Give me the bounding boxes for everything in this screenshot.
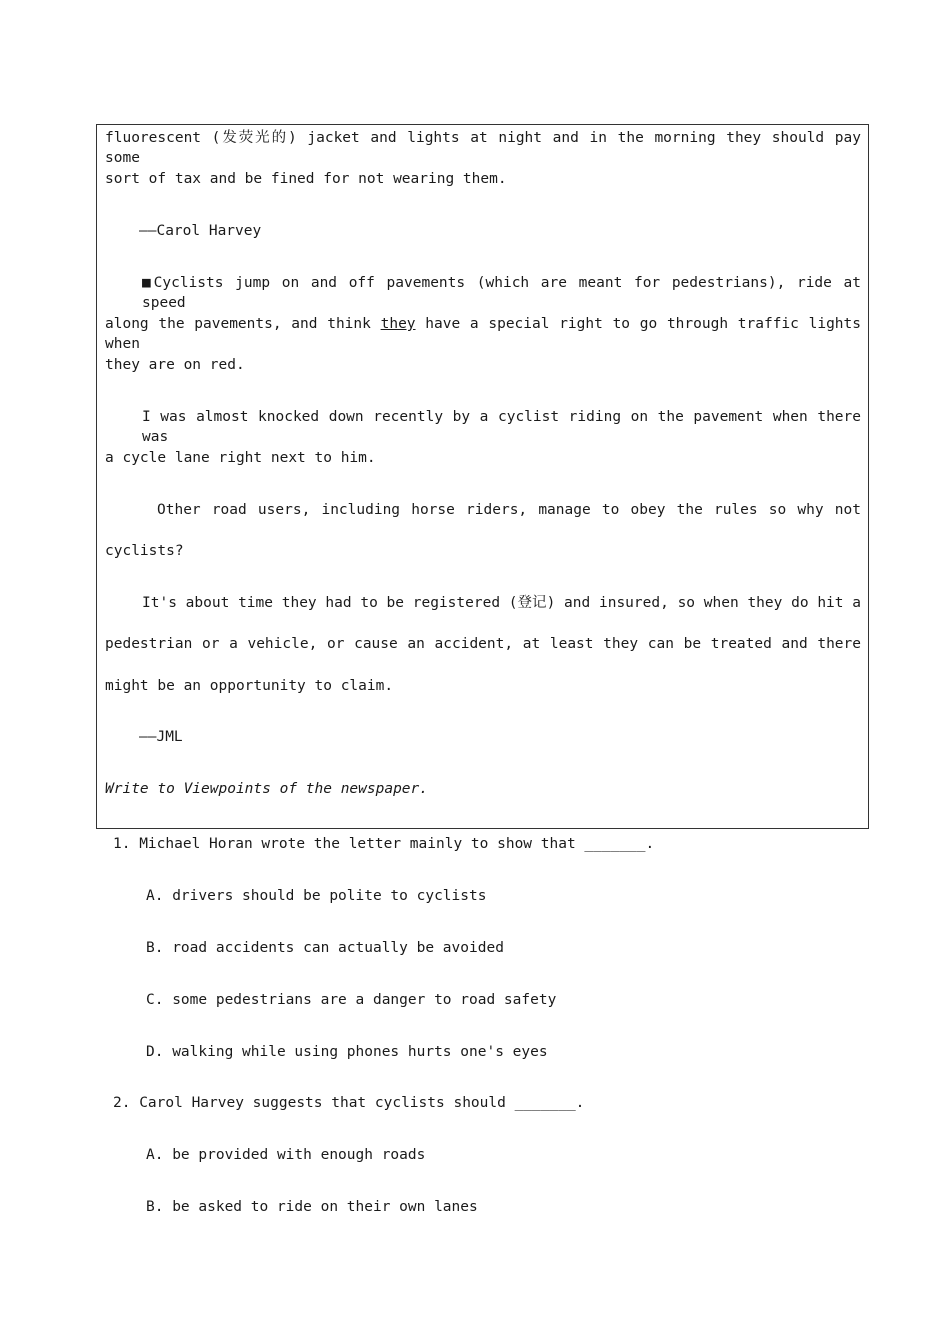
passage-p2-line3: they are on red. — [105, 357, 245, 373]
passage-p4-line2: cyclists? — [105, 543, 184, 559]
passage-footer: Write to Viewpoints of the newspaper. — [105, 781, 429, 797]
passage-p3-line2: a cycle lane right next to him. — [105, 450, 376, 466]
passage-p2-line2-b: have a special right to go through traffic lights when — [105, 316, 861, 352]
passage-p5-line1: It's about time they had to be registered (登记) and insured, so when they do hit a — [142, 595, 861, 611]
passage-p2-line2 — [105, 314, 861, 354]
question-1-stem: 1. Michael Horan wrote the letter mainly to show that _______. — [113, 836, 655, 852]
question-1-option-d: D. walking while using phones hurts one's eyes — [146, 1044, 548, 1060]
passage-p1-line1: fluorescent (发荧光的) jacket and lights at night and in the morning they should pay some — [105, 130, 861, 166]
question-1-option-b: B. road accidents can actually be avoided — [146, 940, 504, 956]
passage-p2-underlined-word: they — [380, 316, 416, 332]
passage-p2-line1: ■Cyclists jump on and off pavements (which are meant for pedestrians), ride at speed — [142, 275, 861, 311]
passage-p5-line3: might be an opportunity to claim. — [105, 678, 394, 694]
passage-p1-line2: sort of tax and be fined for not wearing them. — [105, 171, 507, 187]
question-1-option-a: A. drivers should be polite to cyclists — [146, 888, 487, 904]
passage-p4-line1: Other road users, including horse riders, manage to obey the rules so why not — [157, 502, 861, 518]
passage-p5-line2: pedestrian or a vehicle, or cause an accident, at least they can be treated and there — [105, 636, 861, 652]
question-2-option-a: A. be provided with enough roads — [146, 1147, 426, 1163]
signature-carol-harvey: ——Carol Harvey — [139, 223, 262, 239]
passage-p2-line2-a: along the pavements, and think — [105, 316, 371, 332]
question-2-stem: 2. Carol Harvey suggests that cyclists should _______. — [113, 1095, 585, 1111]
question-2-option-b: B. be asked to ride on their own lanes — [146, 1199, 478, 1215]
passage-p3-line1: I was almost knocked down recently by a cyclist riding on the pavement when there was — [142, 409, 861, 445]
signature-jml: ——JML — [139, 729, 183, 745]
question-1-option-c: C. some pedestrians are a danger to road safety — [146, 992, 557, 1008]
